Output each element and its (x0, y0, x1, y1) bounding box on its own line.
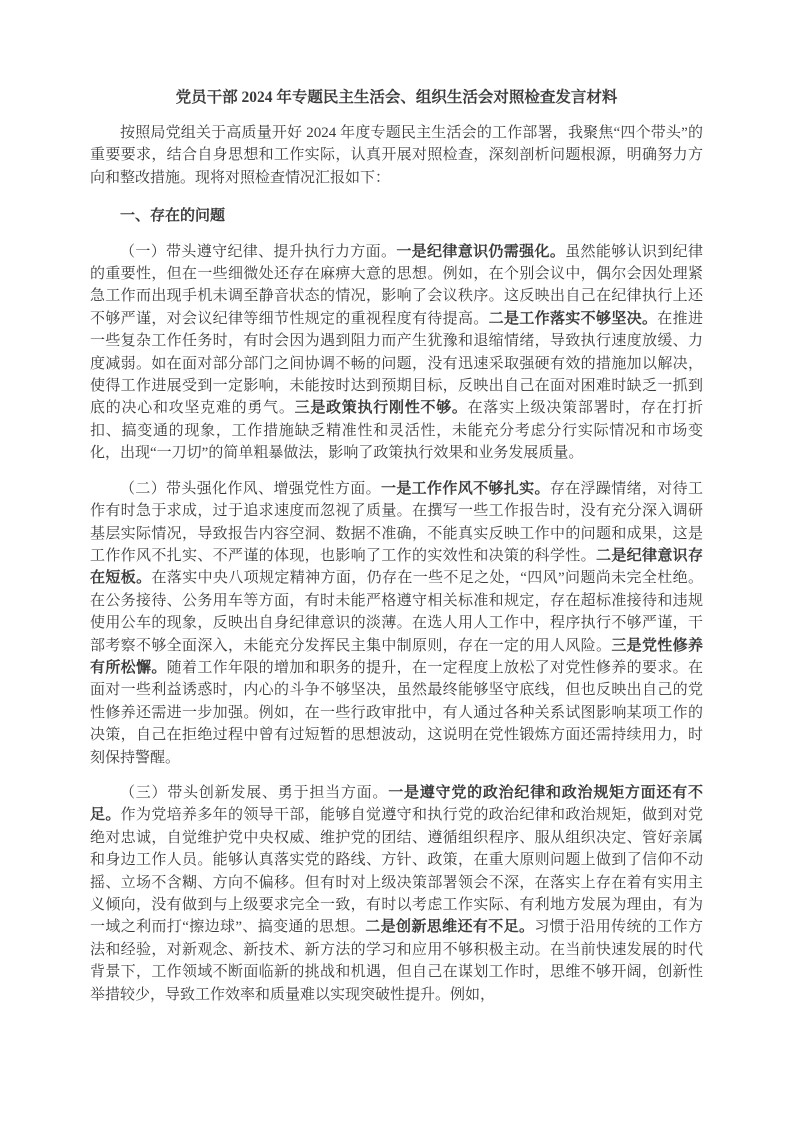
paragraph (90, 478, 703, 769)
text-run: 按照局党组关于高质量开好 2024 年度专题民主生活会的工作部署，我聚焦“四个带头”的重要要求，结合自身思想和工作实际，认真开展对照检查，深刻剖析问题根源，明确努力方向和整改措施。现将对照检查情况汇报如下： (90, 125, 703, 186)
paragraph (90, 241, 703, 465)
text-run: （二）带头强化作风、增强党性方面。 (120, 480, 381, 497)
paragraph (90, 782, 703, 1006)
emphasis-text-run: 一、存在的问题 (120, 208, 226, 225)
emphasis-text-run: 二是纪律意识存在短板。 (90, 547, 703, 587)
text-run: 在落实上级决策部署时，存在打折扣、搞变通的现象，工作措施缺乏精准性和灵活性，未能充分考虑分行实际情况和市场变化，出现“一刀切”的简单粗暴做法，影响了政策执行效果和业务发展质量。 (90, 400, 703, 462)
text-run: 习惯于沿用传统的工作方法和经验，对新观念、新技术、新方法的学习和应用不够积极主动。在当前快速发展的时代背景下，工作领域不断面临新的挑战和机遇，但自己在谋划工作时，思维不够开阔，创新性举措较少，导致工作效率和质量难以实现突破性提升。例如， (90, 919, 703, 1003)
paragraph (90, 122, 703, 189)
text-run: （三）带头创新发展、勇于担当方面。 (120, 784, 389, 801)
text-run: 作为党培养多年的领导干部，能够自觉遵守和执行党的政治纪律和政治规矩，做到对党绝对忠诚，自觉维护党中央权威、维护党的团结、遵循组织程序、服从组织决定、管好亲属和身边工作人员。能够认真落实党的路线、方针、政策，在重大原则问题上做到了信仰不动摇、立场不含糊、方向不偏移。但有时对上级决策部署领会不深，在落实上存在着有实用主义倾向，没有做到与上级要求完全一致，有时以考虑工作实际、有利地方发展为理由，有为一域之利而打“擦边球”、搞变通的思想。 (90, 807, 703, 936)
document-title: 党员干部 2024 年专题民主生活会、组织生活会对照检查发言材料 (175, 89, 618, 106)
emphasis-text-run: 三是党性修养有所松懈。 (90, 637, 703, 676)
document-body (90, 122, 703, 1006)
text-run: 随着工作年限的增加和职务的提升，在一定程度上放松了对党性修养的要求。在面对一些利益诱惑时，内心的斗争不够坚决，虽然最终能够坚守底线，但也反映出自己的党性修养还需进一步加强。例如，在一些行政审批中，有人通过各种关系试图影响某项工作的决策，自己在拒绝过程中曾有过短暂的思想波动，这说明在党性锻炼方面还需持续用力，时刻保持警醒。 (90, 659, 703, 766)
section-heading (90, 205, 703, 227)
emphasis-text-run: 二是创新思维还有不足。 (365, 919, 535, 936)
emphasis-text-run: 一是工作作风不够扎实。 (380, 480, 550, 497)
text-run: 在推进一些复杂工作任务时，有时会因为遇到阻力而产生犹豫和退缩情绪，导致执行速度放缓、力度减弱。如在面对部分部门之间协调不畅的问题，没有迅速采取强硬有效的措施加以解决，使得工作进展受到一定影响，未能按时达到预期目标，反映出自己在面对困难时缺乏一抓到底的决心和攻坚克难的勇气。 (90, 310, 703, 417)
text-run: 在落实中央八项规定精神方面，仍存在一些不足之处，“四风”问题尚未完全杜绝。在公务接待、公务用车等方面，有时未能严格遵守相关标准和规定，存在超标准接待和违规使用公车的现象，反映出自身纪律意识的淡薄。在选人用人工作中，程序执行不够严谨，干部考察不够全面深入，未能充分发挥民主集中制原则，存在一定的用人风险。 (90, 570, 703, 654)
emphasis-text-run: 一是遵守党的政治纪律和政治规矩方面还有不足。 (90, 784, 703, 824)
text-run: 虽然能够认识到纪律的重要性，但在一些细微处还存在麻痹大意的思想。例如，在个别会议中，偶尔会因处理紧急工作而出现手机未调至静音状态的情况，影响了会议秩序。这反映出自己在纪律执行上还不够严谨，对会议纪律等细节性规定的重视程度有待提高。 (90, 243, 703, 327)
text-run: 存在浮躁情绪，对待工作有时急于求成，过于追求速度而忽视了质量。在撰写一些工作报告时，没有充分深入调研基层实际情况，导致报告内容空洞、数据不准确，不能真实反映工作中的问题和成果，这是工作作风不扎实、不严谨的体现，也影响了工作的实效性和决策的科学性。 (90, 480, 703, 564)
emphasis-text-run: 三是政策执行刚性不够。 (294, 400, 468, 417)
text-run: （一）带头遵守纪律、提升执行力方面。 (120, 243, 397, 260)
emphasis-text-run: 一是纪律意识仍需强化。 (396, 243, 566, 260)
emphasis-text-run: 二是工作落实不够坚决。 (488, 310, 658, 327)
